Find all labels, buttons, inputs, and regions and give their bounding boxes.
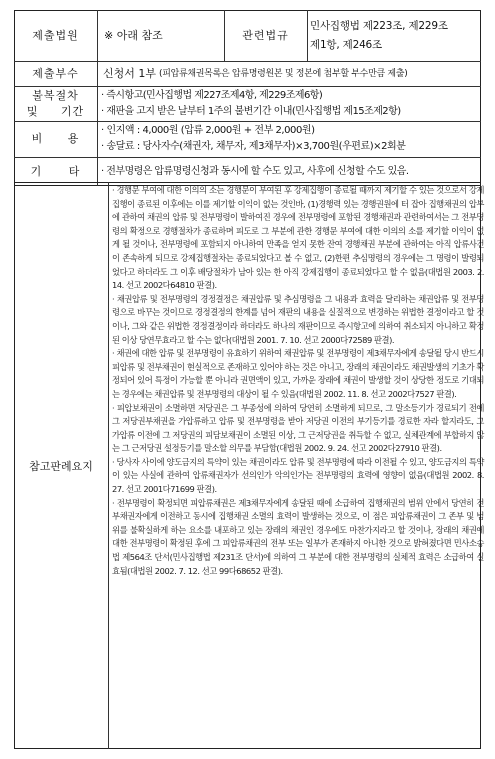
precedent-paragraph: · 당사자 사이에 양도금지의 특약이 있는 채권이라도 압류 및 전부명령에 따라 이전될 수 있고, 양도금지의 특약이 있는 사실에 관하여 압류채권자가 선의인가 악의인가는 전부명령의 효력에 영향이 없음(대법원 2002. 8. 27. 선고 2001다71699 판결). bbox=[112, 456, 484, 495]
copies-value: 신청서 1부 bbox=[103, 66, 156, 80]
deadline-label bbox=[14, 88, 97, 120]
precedent-paragraph: · 경행문 부여에 대한 이의의 소는 경행문이 부여된 후 강제집행이 종료될 때까지 제기할 수 있는 것으로서 강제집행이 종료된 이후에는 이를 제기할 이익이 없는 것인바, (1)경행력 있는 경행권원에 터 잡아 집행채권의 압부에 관하여 채권의 압류 및 전부명령이 발하여진 경우에 전부명령에 포함된 경행채권과 관련하여서는 그 전부명령의 확정으로 경행절차가 종료하며 피도로 그 부분에 관한 경행문 부여에 대한 이의의 소를 제기할 이익이 없게 될 것이나, 전부명령에 포함되지 아니하여 만족을 얻지 못한 잔여 경행채권 부분에 관하여는 아직 압류사건이 존속하게 되므로 강제집행절차는 종료되었다고 볼 수 없고, (2)한편 추심명령의 경우에는 그 명령이 발령되었다고 하더라도 그 이후 배당절차가 남아 있는 한 아직 강제집행이 종료되었다고 할 수 없음(대법원 2003. 2. 14. 선고 2002다64810 판결). bbox=[112, 185, 484, 291]
cost-item: · 송달료 : 당사자수(채권자, 채무자, 제3채무자)×3,700원(우편료)×2회분 bbox=[101, 141, 406, 152]
law-value bbox=[310, 17, 482, 55]
copies-note: (피압류채권목록은 압류명령원본 및 정본에 첨부할 부수만큼 제출) bbox=[159, 68, 408, 79]
precedent-paragraph: · 채권압류 및 전부명령의 경정결정은 채권압류 및 추심명령을 그 내용과 효력을 달리하는 채권압류 및 전부명령으로 바꾸는 것이므로 경정결정의 한계를 넘어 재판의 내용을 실질적으로 변경하는 위법한 결정이라고 할 것이나, 그와 같은 위법한 경정결정이라 하더라도 하나의 재판이므로 즉시항고에 의하여 취소되지 아니하고 확정된 이상 당연무효라고 할 수는 없다(대법원 2001. 7. 10. 선고 2000다72589 판결). bbox=[112, 293, 484, 345]
deadline-label-line-1: 불복절차 bbox=[32, 89, 79, 102]
deadline-label-line-2: 및 기간 bbox=[26, 105, 85, 118]
divider bbox=[14, 86, 481, 87]
divider bbox=[97, 10, 98, 186]
etc-label: 기 타 bbox=[30, 164, 81, 178]
law-label: 관련법규 bbox=[242, 28, 289, 42]
court-label: 제출법원 bbox=[32, 28, 79, 42]
law-value-line-1: 민사집행법 제223조, 제229조 bbox=[310, 20, 448, 32]
etc-value: · 전부명령은 압류명령신청과 동시에 할 수도 있고, 사후에 신청할 수도 있음. bbox=[101, 165, 409, 177]
cost-item: · 인지액 : 4,000원 (압류 2,000원 + 전부 2,000원) bbox=[101, 125, 315, 136]
deadline-item: · 재판을 고지 받은 날부터 1주의 불변기간 이내(민사집행법 제15조제2항) bbox=[101, 106, 401, 117]
divider bbox=[307, 10, 308, 61]
cost-label: 비 용 bbox=[31, 132, 80, 145]
document-page bbox=[4, 4, 491, 755]
court-value: ※ 아래 참조 bbox=[104, 28, 163, 42]
law-value-line-2: 제1항, 제246조 bbox=[310, 39, 382, 51]
deadline-items bbox=[101, 88, 481, 120]
precedent-paragraph: · 채권에 대한 압류 및 전부명령이 유효하기 위하여 채권압류 및 전부명령이 제3채무자에게 송달될 당시 반드시 피압류 및 전부채권이 현실적으로 존재하고 있어야 하는 것은 아니고, 장래의 채권이라도 채권발생의 기초가 확정되어 있어 특정이 가능할 뿐 아니라 권면액이 있고, 가까운 장래에 채권이 발생할 것이 상당한 정도로 기대되는 경우에는 채권압류 및 전부명령의 대상이 될 수 있음(대법원 2002. 11. 8. 선고 2002다7527 판결). bbox=[112, 348, 484, 399]
divider bbox=[108, 182, 109, 749]
precedent-paragraph: · 전부명령이 확정되면 피압류채권은 제3채무자에게 송달된 때에 소급하여 집행채권의 범위 안에서 당연히 전부채권자에게 이전하고 동시에 집행채권 소멸의 효력이 발생하는 것으로, 이 점은 피압류채권이 그 존부 및 범위를 불확실하게 하는 요소를 내포하고 있는 장래의 채권인 경우에도 마찬가지라고 할 것이나, 장래의 채권에 대한 전부명령이 확정된 후에 그 피압류채권의 전부 또는 일부가 존재하지 아니한 것으로 밝혀졌다면 민사소송법 제564조 단서(민사집행법 제231조 단서)에 의하여 그 부분에 대한 전부명령의 실체적 효력은 소급하여 실효됨(대법원 2002. 7. 12. 선고 99다68652 판결). bbox=[112, 497, 484, 576]
deadline-item: · 즉시항고(민사집행법 제227조제4항, 제229조제6항) bbox=[101, 90, 323, 101]
precedent-paragraph: · 피압보채권이 소멸하면 저당권은 그 부종성에 의하여 당연히 소멸하게 되므로, 그 말소등기가 경료되기 전에 그 저당권부채권을 가압류하고 압류 및 전부명령을 받아 저당권 이전의 부기등기를 경료한 자라 할지라도, 그 가압류 이전에 그 저당권의 피담보채권이 소멸된 이상, 그 근저당권을 취득할 수 없고, 실체관계에 부합하지 않는 그 근저당권 설정등기를 말소할 의무를 부담함(대법원 2002. 9. 24. 선고 2002다27910 판결). bbox=[112, 402, 484, 454]
cost-items bbox=[101, 123, 481, 155]
reference-label: 참고판례요지 bbox=[29, 459, 93, 473]
copies-label: 제출부수 bbox=[32, 66, 79, 80]
reference-text bbox=[112, 184, 484, 578]
copies-value-cell bbox=[103, 61, 479, 86]
